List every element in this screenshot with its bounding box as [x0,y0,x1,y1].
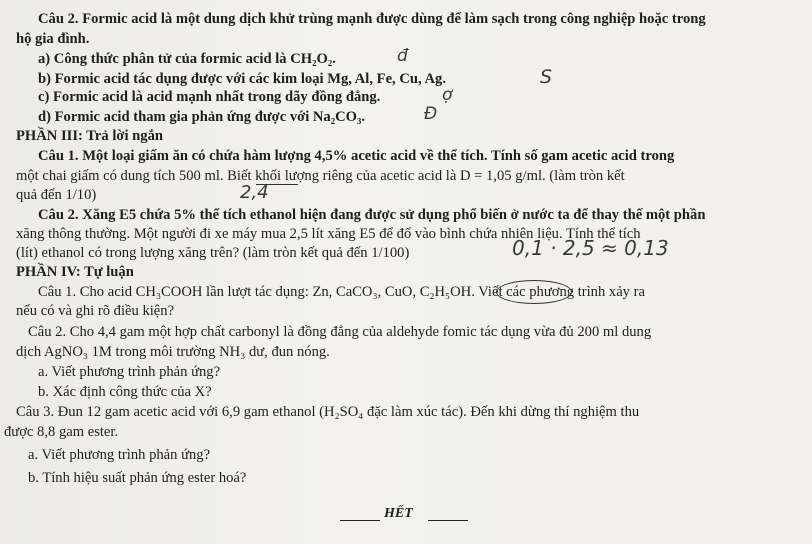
q2-intro-line1: Câu 2. Formic acid là một dung dịch khử trùng mạnh được dùng để làm sạch trong công nghiệp hoặc trong [38,11,706,27]
circled-c2h5oh [496,280,572,304]
part3-q1-line1: Câu 1. Một loại giấm ăn có chứa hàm lượng 4,5% acetic acid về thể tích. Tính số gam acetic acid trong [38,148,675,164]
handwritten-mark-d: Đ [424,104,438,124]
part4-q2-b: b. Xác định công thức của X? [38,384,212,400]
part3-q1-line3: quả đến 1/10) [16,187,97,203]
handwritten-mark-b: S [540,66,553,88]
q2-intro-line2: hộ gia đình. [16,31,90,47]
end-rule-right [428,520,468,521]
part4-q2-a: a. Viết phương trình phản ứng? [38,364,221,380]
end-marker: HẾT [384,506,413,521]
part3-q2-line1: Câu 2. Xăng E5 chứa 5% thể tích ethanol hiện đang được sử dụng phổ biến ở nước ta để thay thế một phần [38,207,706,223]
part4-q3-line2: được 8,8 gam ester. [4,424,119,440]
handwritten-answer-q1: 2,4 [240,182,269,203]
q2-option-d: d) Formic acid tham gia phản ứng được với Na₂CO₃. [38,109,366,125]
q2-option-b: b) Formic acid tác dụng được với các kim loại Mg, Al, Fe, Cu, Ag. [38,71,446,87]
part4-q3-line1: Câu 3. Đun 12 gam acetic acid với 6,9 gam ethanol (H₂SO₄ đặc làm xúc tác). Đến khi dừng thí nghiệm thu [16,404,640,420]
part3-heading: PHẦN III: Trả lời ngắn [16,128,164,144]
part4-q1-line2: nếu có và ghi rõ điều kiện? [16,303,175,319]
part4-q3-b: b. Tính hiệu suất phản ứng ester hoá? [28,470,247,486]
handwritten-mark-c: ợ [442,85,453,105]
handwritten-answer-q2: 0,1 · 2,5 ≈ 0,13 [512,236,669,260]
part4-q1-line1: Câu 1. Cho acid CH₃COOH lần lượt tác dụng: Zn, CaCO₃, CuO, C₂H₅OH. Viết các phương trình xảy ra [38,284,645,300]
part3-q2-line3: (lít) ethanol có trong lượng xăng trên? (làm tròn kết quả đến 1/100) [16,245,410,261]
part3-q1-line2: một chai giấm có dung tích 500 ml. Biết khối lượng riêng của acetic acid là D = 1,05 g/ml. (làm tròn kết [16,168,625,184]
end-rule-left [340,520,380,521]
part3-q2-line2: xăng thông thường. Một người đi xe máy mua 2,5 lít xăng E5 để đổ vào bình chứa nhiên liệu. Tính thể tích [16,226,641,242]
part4-q2-line2: dịch AgNO₃ 1M trong môi trường NH₃ dư, đun nóng. [16,344,330,360]
part4-q2-line1: Câu 2. Cho 4,4 gam một hợp chất carbonyl là đồng đẳng của aldehyde fomic tác dụng vừa đủ 200 ml dung [28,324,652,340]
part4-heading: PHẦN IV: Tự luận [16,264,134,280]
q2-option-c: c) Formic acid là acid mạnh nhất trong dãy đồng đẳng. [38,89,381,105]
handwritten-mark-a: đ [397,46,408,66]
part4-q3-a: a. Viết phương trình phản ứng? [28,447,211,463]
q2-option-a: a) Công thức phân tử của formic acid là CH₂O₂. [38,51,336,67]
